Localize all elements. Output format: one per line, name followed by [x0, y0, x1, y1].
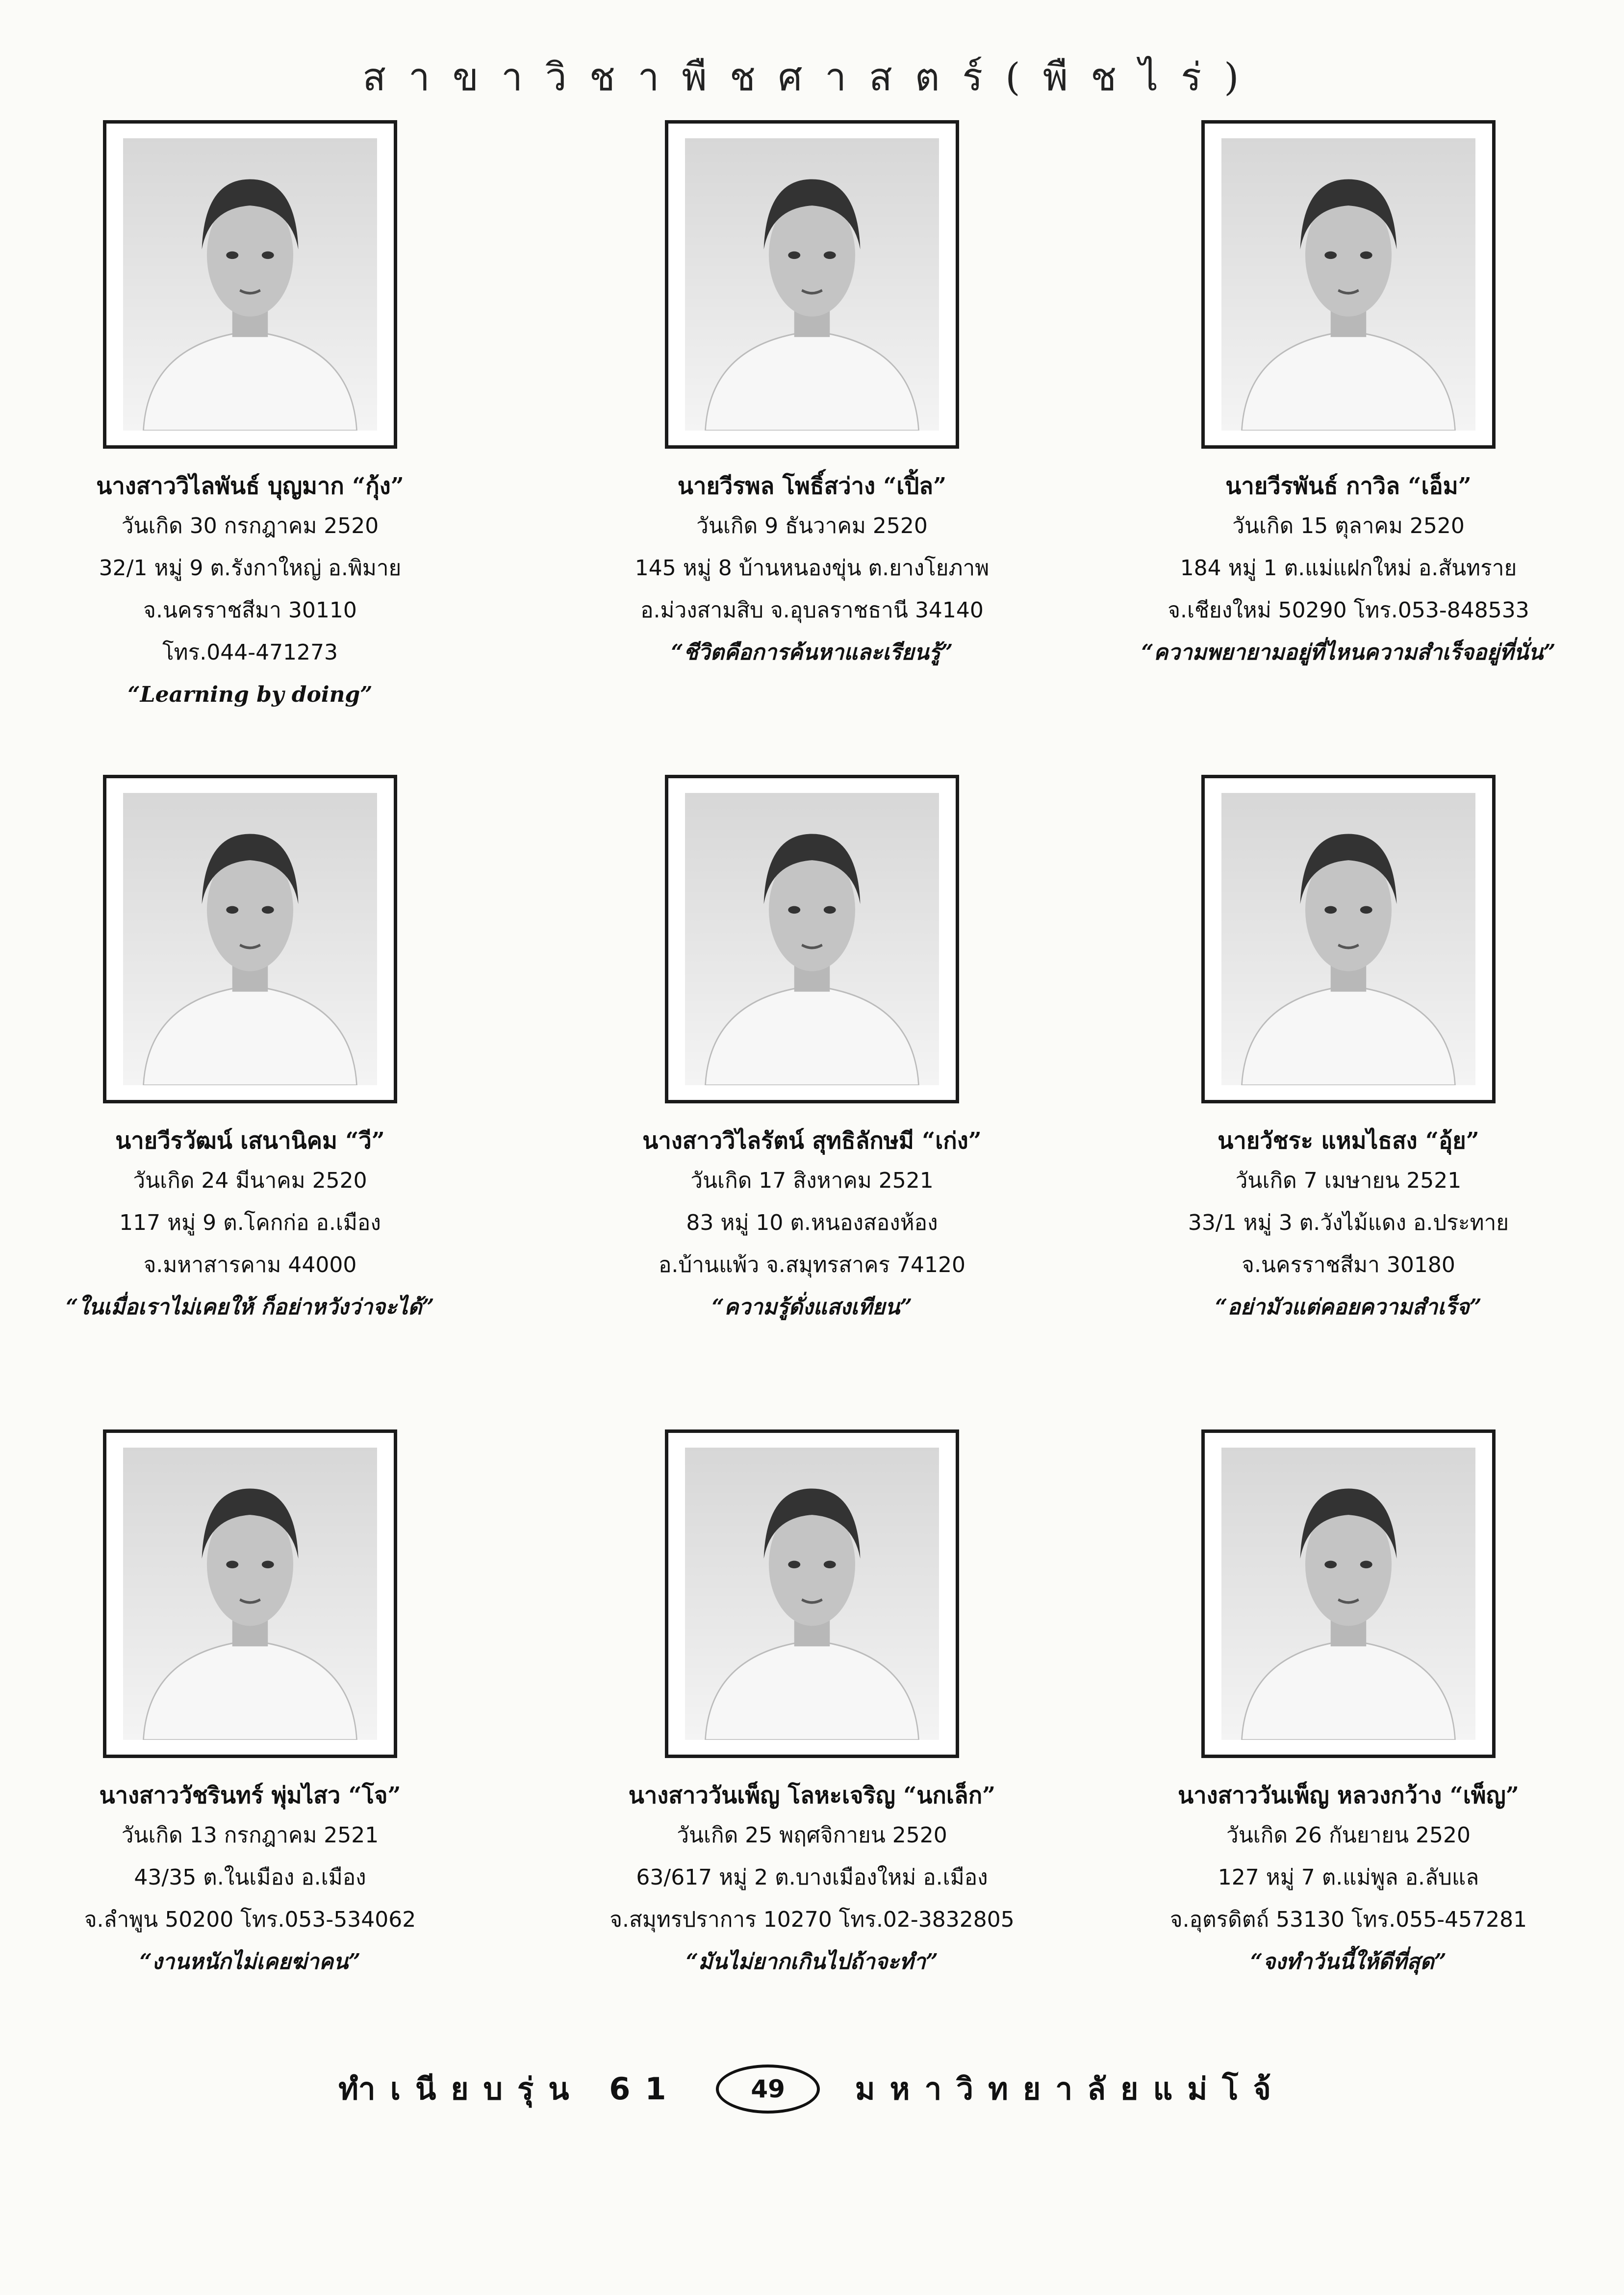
student-name: นางสาววันเพ็ญ โลหะเจริญ “นกเล็ก” — [628, 1782, 996, 1809]
page-title: สาขาวิชาพืชศาสตร์(พืชไร่) — [362, 55, 1262, 100]
student-motto: “งานหนักไม่เคยฆ่าคน” — [139, 1949, 361, 1974]
footer-yearbook-title: ทำเนียบรุ่น 61 — [338, 2071, 681, 2107]
address-line: จ.นครราชสีมา 30180 — [1242, 1252, 1455, 1277]
student-motto: “มันไม่ยากเกินไปถ้าจะทำ” — [685, 1949, 939, 1974]
student-name: นางสาววันเพ็ญ หลวงกว้าง “เพ็ญ” — [1178, 1782, 1519, 1809]
portrait-photo — [1221, 1448, 1475, 1740]
student-card — [1098, 775, 1599, 1328]
birth-date: วันเกิด 30 กรกฎาคม 2520 — [121, 513, 379, 538]
portrait-photo — [1221, 138, 1475, 431]
student-card — [562, 120, 1062, 674]
address-line: 83 หมู่ 10 ต.หนองสองห้อง — [686, 1210, 938, 1235]
student-card — [1098, 120, 1599, 674]
photo-frame — [1201, 775, 1496, 1103]
address-line: อ.บ้านแพ้ว จ.สมุทรสาคร 74120 — [658, 1252, 966, 1277]
address-line: จ.สมุทรปราการ 10270 โทร.02-3832805 — [609, 1907, 1015, 1932]
address-line: จ.นครราชสีมา 30110 — [143, 597, 357, 623]
student-motto: “ความพยายามอยู่ที่ไหนความสำเร็จอยู่ที่นั่น” — [1141, 639, 1556, 665]
photo-frame — [665, 120, 959, 449]
student-motto: “ความรู้ดั่งแสงเทียน” — [711, 1294, 913, 1320]
student-name: นายวีรพันธ์ กาวิล “เอ็ม” — [1225, 473, 1472, 500]
student-name: นายวีรพล โพธิ์สว่าง “เปิ้ล” — [677, 473, 947, 500]
address-line: 63/617 หมู่ 2 ต.บางเมืองใหม่ อ.เมือง — [636, 1864, 988, 1890]
student-name: นางสาววิไลพันธ์ บุญมาก “กุ้ง” — [96, 473, 404, 500]
photo-frame — [665, 775, 959, 1103]
portrait-photo — [685, 1448, 939, 1740]
student-row-3 — [0, 1429, 1624, 2084]
birth-date: วันเกิด 25 พฤศจิกายน 2520 — [677, 1822, 947, 1848]
student-card — [562, 1429, 1062, 1983]
student-name: นายวีรวัฒน์ เสนานิคม “วี” — [115, 1127, 385, 1154]
student-name: นายวัชระ แหมไธสง “อุ้ย” — [1218, 1127, 1479, 1154]
photo-frame — [1201, 120, 1496, 449]
photo-frame — [103, 1429, 397, 1758]
student-name: นางสาววัชรินทร์ พุ่มไสว “โจ” — [99, 1782, 401, 1809]
student-motto: “ในเมื่อเราไม่เคยให้ ก็อย่าหวังว่าจะได้” — [66, 1294, 434, 1320]
page-number: 49 — [716, 2065, 820, 2114]
address-line: โทร.044-471273 — [162, 639, 338, 665]
student-card — [562, 775, 1062, 1328]
student-card — [1098, 1429, 1599, 1983]
birth-date: วันเกิด 26 กันยายน 2520 — [1226, 1822, 1471, 1848]
birth-date: วันเกิด 7 เมษายน 2521 — [1235, 1168, 1462, 1193]
page-footer — [0, 2065, 1624, 2114]
student-card — [0, 120, 500, 716]
address-line: 117 หมู่ 9 ต.โคกก่อ อ.เมือง — [119, 1210, 381, 1235]
student-row-2 — [0, 775, 1624, 1429]
birth-date: วันเกิด 13 กรกฎาคม 2521 — [121, 1822, 379, 1848]
student-motto: “จงทำวันนี้ให้ดีที่สุด” — [1250, 1949, 1446, 1974]
address-line: 32/1 หมู่ 9 ต.รังกาใหญ่ อ.พิมาย — [99, 555, 402, 581]
photo-frame — [665, 1429, 959, 1758]
student-motto: “Learning by doing” — [127, 682, 373, 707]
address-line: จ.เชียงใหม่ 50290 โทร.053-848533 — [1167, 597, 1529, 623]
address-line: 184 หมู่ 1 ต.แม่แฝกใหม่ อ.สันทราย — [1180, 555, 1517, 581]
portrait-photo — [685, 793, 939, 1085]
portrait-photo — [685, 138, 939, 431]
photo-frame — [103, 120, 397, 449]
address-line: จ.อุตรดิตถ์ 53130 โทร.055-457281 — [1169, 1907, 1527, 1932]
portrait-photo — [123, 793, 377, 1085]
student-card — [0, 775, 500, 1328]
footer-university-name: มหาวิทยาลัยแม่โจ้ — [855, 2071, 1286, 2107]
address-line: อ.ม่วงสามสิบ จ.อุบลราชธานี 34140 — [640, 597, 984, 623]
photo-frame — [103, 775, 397, 1103]
address-line: 33/1 หมู่ 3 ต.วังไม้แดง อ.ประทาย — [1188, 1210, 1509, 1235]
portrait-photo — [123, 138, 377, 431]
portrait-photo — [1221, 793, 1475, 1085]
address-line: จ.ลำพูน 50200 โทร.053-534062 — [84, 1907, 416, 1932]
student-motto: “ชีวิตคือการค้นหาและเรียนรู้” — [671, 639, 953, 665]
address-line: 127 หมู่ 7 ต.แม่พูล อ.ลับแล — [1218, 1864, 1479, 1890]
portrait-photo — [123, 1448, 377, 1740]
student-name: นางสาววิไลรัตน์ สุทธิลักษมี “เก่ง” — [642, 1127, 982, 1154]
photo-frame — [1201, 1429, 1496, 1758]
student-card — [0, 1429, 500, 1983]
address-line: 43/35 ต.ในเมือง อ.เมือง — [134, 1864, 366, 1890]
student-motto: “อย่ามัวแต่คอยความสำเร็จ” — [1215, 1294, 1482, 1320]
birth-date: วันเกิด 17 สิงหาคม 2521 — [690, 1168, 934, 1193]
birth-date: วันเกิด 24 มีนาคม 2520 — [133, 1168, 367, 1193]
student-row-1 — [0, 120, 1624, 775]
student-grid — [0, 120, 1624, 2084]
address-line: จ.มหาสารคาม 44000 — [143, 1252, 357, 1277]
birth-date: วันเกิด 9 ธันวาคม 2520 — [696, 513, 928, 538]
birth-date: วันเกิด 15 ตุลาคม 2520 — [1232, 513, 1465, 538]
address-line: 145 หมู่ 8 บ้านหนองขุ่น ต.ยางโยภาพ — [634, 555, 990, 581]
